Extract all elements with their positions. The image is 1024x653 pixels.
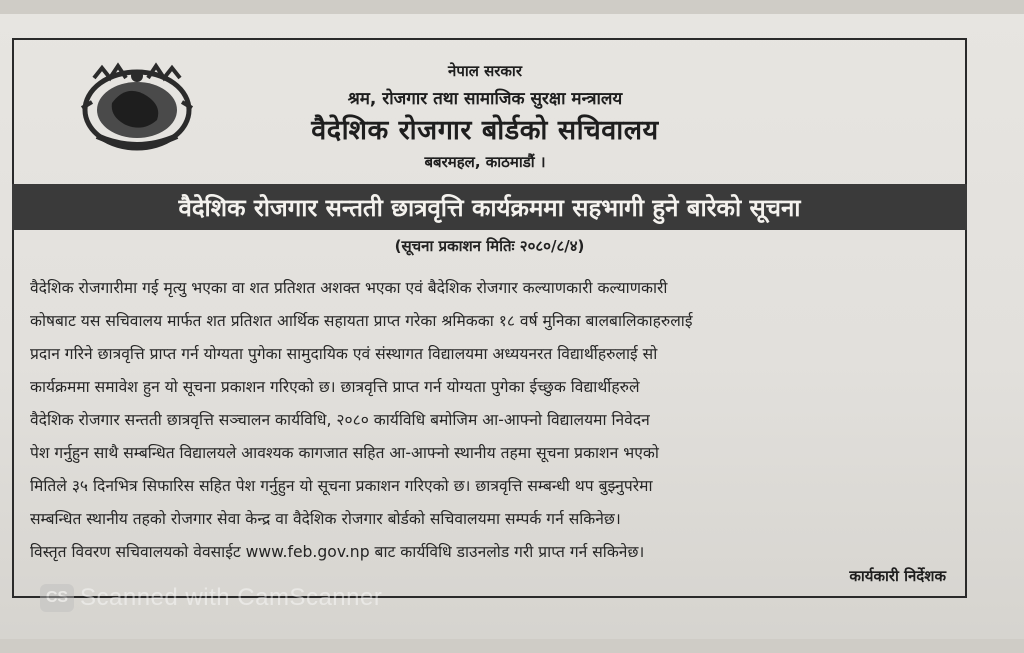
body-line: वैदेशिक रोजगार सन्तती छात्रवृत्ति सञ्चालन कार्यविधि, २०८० कार्यविधि बमोजिम आ-आफ्नो विद्यालयमा निवेदन — [30, 411, 650, 429]
body-line: प्रदान गरिने छात्रवृत्ति प्राप्त गर्न योग्यता पुगेका सामुदायिक एवं संस्थागत विद्यालयमा अध्ययनरत विद्यार्थीहरुलाई सो — [30, 345, 658, 363]
government-name: नेपाल सरकार — [448, 62, 522, 80]
body-line: कार्यक्रममा समावेश हुन यो सूचना प्रकाशन गरिएको छ। छात्रवृत्ति प्राप्त गर्न योग्यता पुगेका ईच्छुक विद्यार्थीहरुले — [30, 378, 640, 396]
notice-title-banner — [12, 184, 967, 230]
nepal-emblem-icon — [72, 58, 202, 158]
watermark-text: Scanned with CamScanner — [80, 584, 383, 611]
scanner-watermark — [40, 584, 382, 612]
body-line: वैदेशिक रोजगारीमा गई मृत्यु भएका वा शत प्रतिशत अशक्त भएका एवं बैदेशिक रोजगार कल्याणकारी कल्याणकारी — [30, 279, 668, 297]
signatory: कार्यकारी निर्देशक — [849, 567, 946, 585]
notice-body — [30, 272, 945, 569]
board-name: वैदेशिक रोजगार बोर्डको सचिवालय — [311, 115, 659, 146]
office-address: बबरमहल, काठमाडौं । — [424, 153, 546, 171]
body-line: कोषबाट यस सचिवालय मार्फत शत प्रतिशत आर्थिक सहायता प्राप्त गरेका श्रमिकका १८ वर्ष मुनिका बालबालिकाहरुलाई — [30, 312, 693, 330]
body-line: विस्तृत विवरण सचिवालयको वेवसाईट www.feb.gov.np बाट कार्यविधि डाउनलोड गरी प्राप्त गर्न सकिनेछ। — [30, 543, 645, 561]
body-line: पेश गर्नुहुन साथै सम्बन्धित विद्यालयले आवश्यक कागजात सहित आ-आफ्नो स्थानीय तहमा सूचना प्रकाशन भएको — [30, 444, 659, 462]
camscanner-logo-icon: CS — [40, 584, 74, 612]
ministry-name: श्रम, रोजगार तथा सामाजिक सुरक्षा मन्त्रालय — [347, 89, 623, 109]
notice-title: वैदेशिक रोजगार सन्तती छात्रवृत्ति कार्यक्रममा सहभागी हुने बारेको सूचना — [178, 193, 801, 222]
publication-date: (सूचना प्रकाशन मितिः २०८०/८/४) — [394, 237, 585, 255]
body-line: सम्बन्धित स्थानीय तहको रोजगार सेवा केन्द्र वा वैदेशिक रोजगार बोर्डको सचिवालयमा सम्पर्क गर्न सकिनेछ। — [30, 510, 621, 528]
body-line: मितिले ३५ दिनभित्र सिफारिस सहित पेश गर्नुहुन यो सूचना प्रकाशन गरिएको छ। छात्रवृत्ति सम्बन्धी थप बुझ्नुपरेमा — [30, 477, 653, 495]
